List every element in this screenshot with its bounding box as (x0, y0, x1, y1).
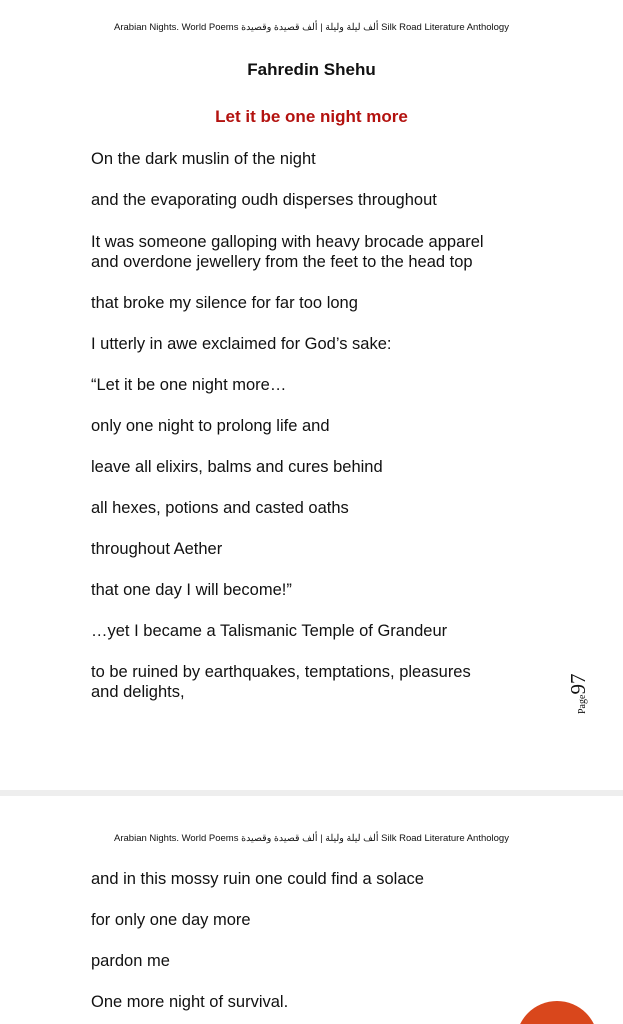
poem-line: It was someone galloping with heavy brocade apparel (91, 233, 484, 251)
poem-line: and delights, (91, 683, 185, 701)
poem-line: for only one day more (91, 911, 251, 929)
poem-line: pardon me (91, 952, 170, 970)
poem-line: all hexes, potions and casted oaths (91, 499, 349, 517)
poem-title: Let it be one night more (215, 107, 408, 126)
poem-line: One more night of survival. (91, 993, 289, 1011)
poem-line: On the dark muslin of the night (91, 150, 316, 168)
poem-line: and overdone jewellery from the feet to the head top (91, 253, 473, 271)
floating-action-button[interactable] (516, 1001, 598, 1024)
running-header: Arabian Nights. World Poems ألف ليلة وليلة | ألف قصيدة وقصيدة Silk Road Literature Anthology (114, 833, 509, 844)
poem-line: only one night to prolong life and (91, 417, 330, 435)
poem-line: …yet I became a Talismanic Temple of Grandeur (91, 622, 448, 640)
poem-line: throughout Aether (91, 540, 223, 558)
author-name: Fahredin Shehu (247, 60, 376, 79)
poem-line: I utterly in awe exclaimed for God’s sake: (91, 335, 392, 353)
poem-line: that broke my silence for far too long (91, 294, 358, 312)
poem-line: that one day I will become!” (91, 581, 292, 599)
poem-line: leave all elixirs, balms and cures behind (91, 458, 383, 476)
poem-line: and in this mossy ruin one could find a solace (91, 870, 424, 888)
running-header: Arabian Nights. World Poems ألف ليلة وليلة | ألف قصيدة وقصيدة Silk Road Literature Anthology (114, 22, 509, 33)
page-number-value: 97 (566, 673, 590, 695)
poem-line: “Let it be one night more… (91, 376, 287, 394)
page-label: Page (577, 694, 588, 714)
document-page-98 (0, 796, 623, 1024)
page-number (560, 668, 590, 714)
poem-line: and the evaporating oudh disperses throughout (91, 191, 437, 209)
poem-line: to be ruined by earthquakes, temptations, pleasures (91, 663, 471, 681)
